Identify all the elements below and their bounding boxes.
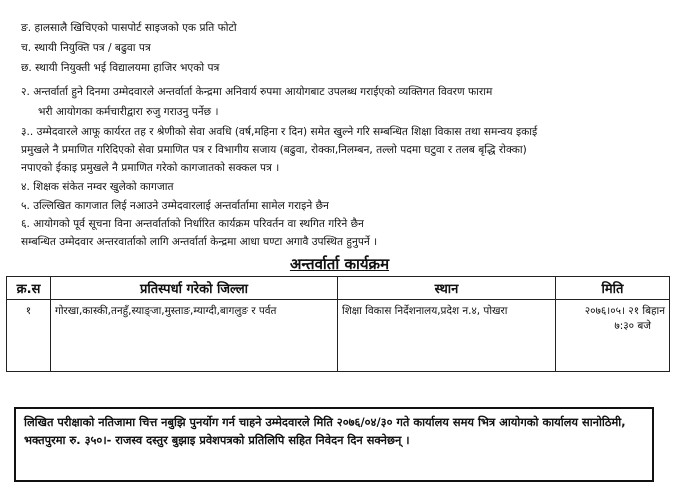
- cell-place: शिक्षा विकास निर्देशनालय,प्रदेश न.४, पोखरा: [338, 300, 556, 372]
- table-header-row: [7, 277, 670, 300]
- recheck-notice-box: लिखित परीक्षाको नतिजामा चित्त नबुझि पुनर्योग गर्न चाहने उम्मेदवारले मिति २०७६/०४/३० गते कार्यालय समय भित्र आयोगको कार्यालय सानोठिमी, भक्तपुरमा रु. ३५०।- राजस्व दस्तुर बुझाइ प्रवेशपत्रको प्रतिलिपि सहित निवेदन दिन सक्नेछन् ।: [14, 407, 654, 482]
- doc-attendance-note: सम्बन्धित उम्मेदवार अन्तरवार्ताको लागि अन्तर्वार्ता केन्द्रमा आधा घण्टा अगावै उपस्थित हुनुपर्ने ।: [21, 236, 378, 248]
- doc-item-chha: छ. स्थायी नियुक्ती भई विद्यालयमा हाजिर भएको पत्र: [21, 62, 220, 74]
- column-header-date: मिति: [556, 277, 670, 300]
- cell-date: [556, 300, 670, 372]
- doc-point-2-cont: भरी आयोगका कर्मचारीद्वारा रुजु गराउनु पर्नेछ ।: [38, 106, 219, 118]
- schedule-heading: अन्तर्वार्ता कार्यक्रम: [289, 255, 390, 273]
- cell-districts: गोरखा,कास्की,तनहुँ,स्याङ्जा,मुस्ताङ,म्याग्दी,बागलुङ र पर्वत: [51, 300, 338, 372]
- cell-date-line1: २०७६।०५। २१ बिहान: [584, 305, 665, 317]
- doc-point-3: ३.. उम्मेदवारले आफू कार्यरत तह र श्रेणीको सेवा अवधि (वर्ष,महिना र दिन) समेत खुल्ने गरि सम्बन्धित शिक्षा विकास तथा समन्वय इकाई: [21, 126, 538, 138]
- column-header-serial: क्र.स: [7, 277, 51, 300]
- doc-point-4: ४. शिक्षक संकेत नम्वर खुलेको कागजात: [21, 181, 174, 193]
- table-row: [7, 300, 670, 372]
- doc-point-5: ५. उल्लिखित कागजात लिई नआउने उम्मेदवारलाई अन्तर्वार्तामा सामेल गराइने छैन: [21, 200, 329, 212]
- doc-item-nga: ङ. हालसालै खिचिएको पासपोर्ट साइजको एक प्रति फोटो: [21, 22, 237, 34]
- column-header-place: स्थान: [338, 277, 556, 300]
- cell-serial: १: [7, 300, 51, 372]
- doc-point-3-cont2: नपाएको ईकाइ प्रमुखले नै प्रमाणित गरेको कागजातको सक्कल पत्र ।: [21, 162, 280, 174]
- doc-point-2: २. अन्तर्वार्ता हुने दिनमा उम्मेदवारले अन्तर्वार्ता केन्द्रमा अनिवार्य रुपमा आयोगबाट उपलब्ध गराईएको व्यक्तिगत विवरण फाराम: [21, 86, 493, 98]
- cell-date-line2: ७:३० बजे: [614, 320, 651, 332]
- doc-point-3-cont: प्रमुखले नै प्रमाणित गरिदिएको सेवा प्रमाणित पत्र र विभागीय सजाय (बढुवा, रोक्का,निलम्बन, तल्लो पदमा घटुवा र तलब बृद्धि रोक्का): [21, 144, 527, 156]
- column-header-district: प्रतिस्पर्धा गरेको जिल्ला: [51, 277, 338, 300]
- schedule-table: [6, 276, 670, 372]
- doc-item-cha: च. स्थायी नियुक्ति पत्र / बढुवा पत्र: [21, 42, 151, 54]
- doc-point-6: ६. आयोगको पूर्व सूचना विना अन्तर्वार्ताको निर्धारित कार्यक्रम परिवर्तन वा स्थगित गरिने छैन: [21, 218, 364, 230]
